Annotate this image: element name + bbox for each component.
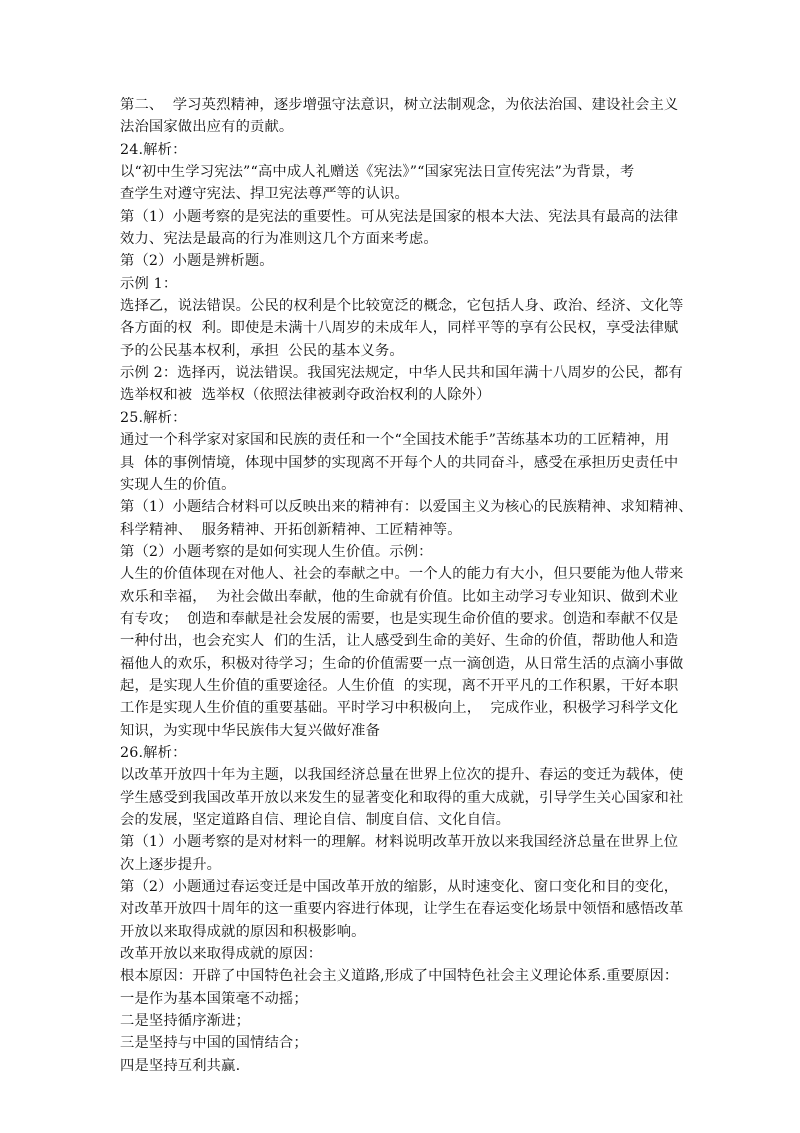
text-line: 改革开放以来取得成就的原因： bbox=[120, 946, 323, 963]
text-line: 工作是实现人生价值的重要基础。平时学习中积极向上， 完成作业，积极学习科学文化 bbox=[120, 700, 679, 717]
text-line: 第（1）小题结合材料可以反映出来的精神有：以爱国主义为核心的民族精神、求知精神、 bbox=[120, 499, 693, 516]
text-line: 四是坚持互利共赢. bbox=[120, 1057, 241, 1074]
text-line: 科学精神、 服务精神、开拓创新精神、工匠精神等。 bbox=[120, 521, 462, 538]
text-line: 法治国家做出应有的贡献。 bbox=[120, 119, 294, 136]
text-line: 欢乐和幸福， 为社会做出奉献，他的生命就有价值。比如主动学习专业知识、做到术业 bbox=[120, 588, 679, 605]
text-line: 24.解析： bbox=[120, 141, 187, 158]
text-line: 福他人的欢乐，积极对待学习；生命的价值需要一点一滴创造，从日常生活的点滴小事做 bbox=[120, 655, 684, 672]
text-line: 会的发展，坚定道路自信、理论自信、制度自信、文化自信。 bbox=[120, 812, 511, 828]
text-line: 查学生对遵守宪法、捍卫宪法尊严等的认识。 bbox=[120, 186, 409, 203]
text-line: 选举权和被 选举权（依照法律被剥夺政治权利的人除外） bbox=[120, 387, 491, 404]
text-line: 通过一个科学家对家国和民族的责任和一个“全国技术能手”苦练基本功的工匠精神，用 bbox=[120, 432, 670, 449]
text-line: 选择乙，说法错误。公民的权利是个比较宽泛的概念，它包括人身、政治、经济、文化等 bbox=[120, 298, 684, 315]
text-line: 第（2）小题通过春运变迁是中国改革开放的缩影，从时速变化、窗口变化和目的变化， bbox=[120, 879, 679, 896]
text-line: 予的公民基本权利，承担 公民的基本义务。 bbox=[120, 342, 404, 359]
text-line: 起，是实现人生价值的重要途径。人生价值 的实现，离不开平凡的工作积累，干好本职 bbox=[120, 677, 679, 694]
text-line: 25.解析： bbox=[120, 409, 187, 426]
text-line: 第（2）小题考察的是如何实现人生价值。示例： bbox=[120, 543, 433, 560]
text-line: 第（1）小题考察的是对材料一的理解。材料说明改革开放以来我国经济总量在世界上位 bbox=[120, 834, 679, 851]
text-line: 根本原因：开辟了中国特色社会主义道路,形成了中国特色社会主义理论体系.重要原因： bbox=[120, 968, 679, 985]
text-line: 以改革开放四十年为主题，以我国经济总量在世界上位次的提升、春运的变迁为载体，使 bbox=[120, 767, 684, 784]
text-line: 知识，为实现中华民族伟大复兴做好准备 bbox=[120, 722, 381, 739]
text-line: 三是坚持与中国的国情结合； bbox=[120, 1035, 308, 1052]
text-line: 以“初中生学习宪法”“高中成人礼赠送《宪法》”“国家宪法日宣传宪法”为背景，考 bbox=[120, 164, 635, 181]
text-line: 具 体的事例情境，体现中国梦的实现离不开每个人的共同奋斗，感受在承担历史责任中 bbox=[120, 454, 679, 471]
text-line: 开放以来取得成就的原因和积极影响。 bbox=[120, 923, 366, 940]
document-page bbox=[120, 94, 693, 1077]
text-line: 次上逐步提升。 bbox=[120, 856, 222, 873]
text-line: 人生的价值体现在对他人、社会的奉献之中。一个人的能力有大小，但只要能为他人带来 bbox=[120, 566, 684, 583]
text-line: 示例 2：选择丙，说法错误。我国宪法规定，中华人民共和国年满十八周岁的公民，都有 bbox=[120, 365, 683, 382]
text-line: 学生感受到我国改革开放以来发生的显著变化和取得的重大成就，引导学生关心国家和社 bbox=[120, 789, 684, 806]
text-line: 26.解析： bbox=[120, 744, 187, 761]
text-line: 第二、 学习英烈精神，逐步增强守法意识，树立法制观念，为依法治国、建设社会主义 bbox=[120, 97, 679, 113]
text-line: 示例 1： bbox=[120, 275, 178, 292]
text-line: 一是作为基本国策毫不动摇； bbox=[120, 990, 308, 1007]
text-line: 二是坚持循序渐进； bbox=[120, 1013, 251, 1030]
text-line: 有专攻； 创造和奉献是社会发展的需要，也是实现生命价值的要求。创造和奉献不仅是 bbox=[120, 610, 679, 627]
text-line: 一种付出，也会充实人 们的生活，让人感受到生命的美好、生命的价值，帮助他人和造 bbox=[120, 633, 679, 650]
text-line: 第（2）小题是辨析题。 bbox=[120, 253, 274, 270]
text-line: 第（1）小题考察的是宪法的重要性。可从宪法是国家的根本大法、宪法具有最高的法律 bbox=[120, 208, 679, 225]
text-line: 实现人生的价值。 bbox=[120, 476, 236, 493]
text-line: 对改革开放四十周年的这一重要内容进行体现，让学生在春运变化场景中领悟和感悟改革 bbox=[120, 901, 684, 918]
text-line: 效力、宪法是最高的行为准则这几个方面来考虑。 bbox=[120, 231, 438, 248]
text-line: 各方面的权 利。即使是未满十八周岁的未成年人，同样平等的享有公民权，享受法律赋 bbox=[120, 320, 679, 337]
